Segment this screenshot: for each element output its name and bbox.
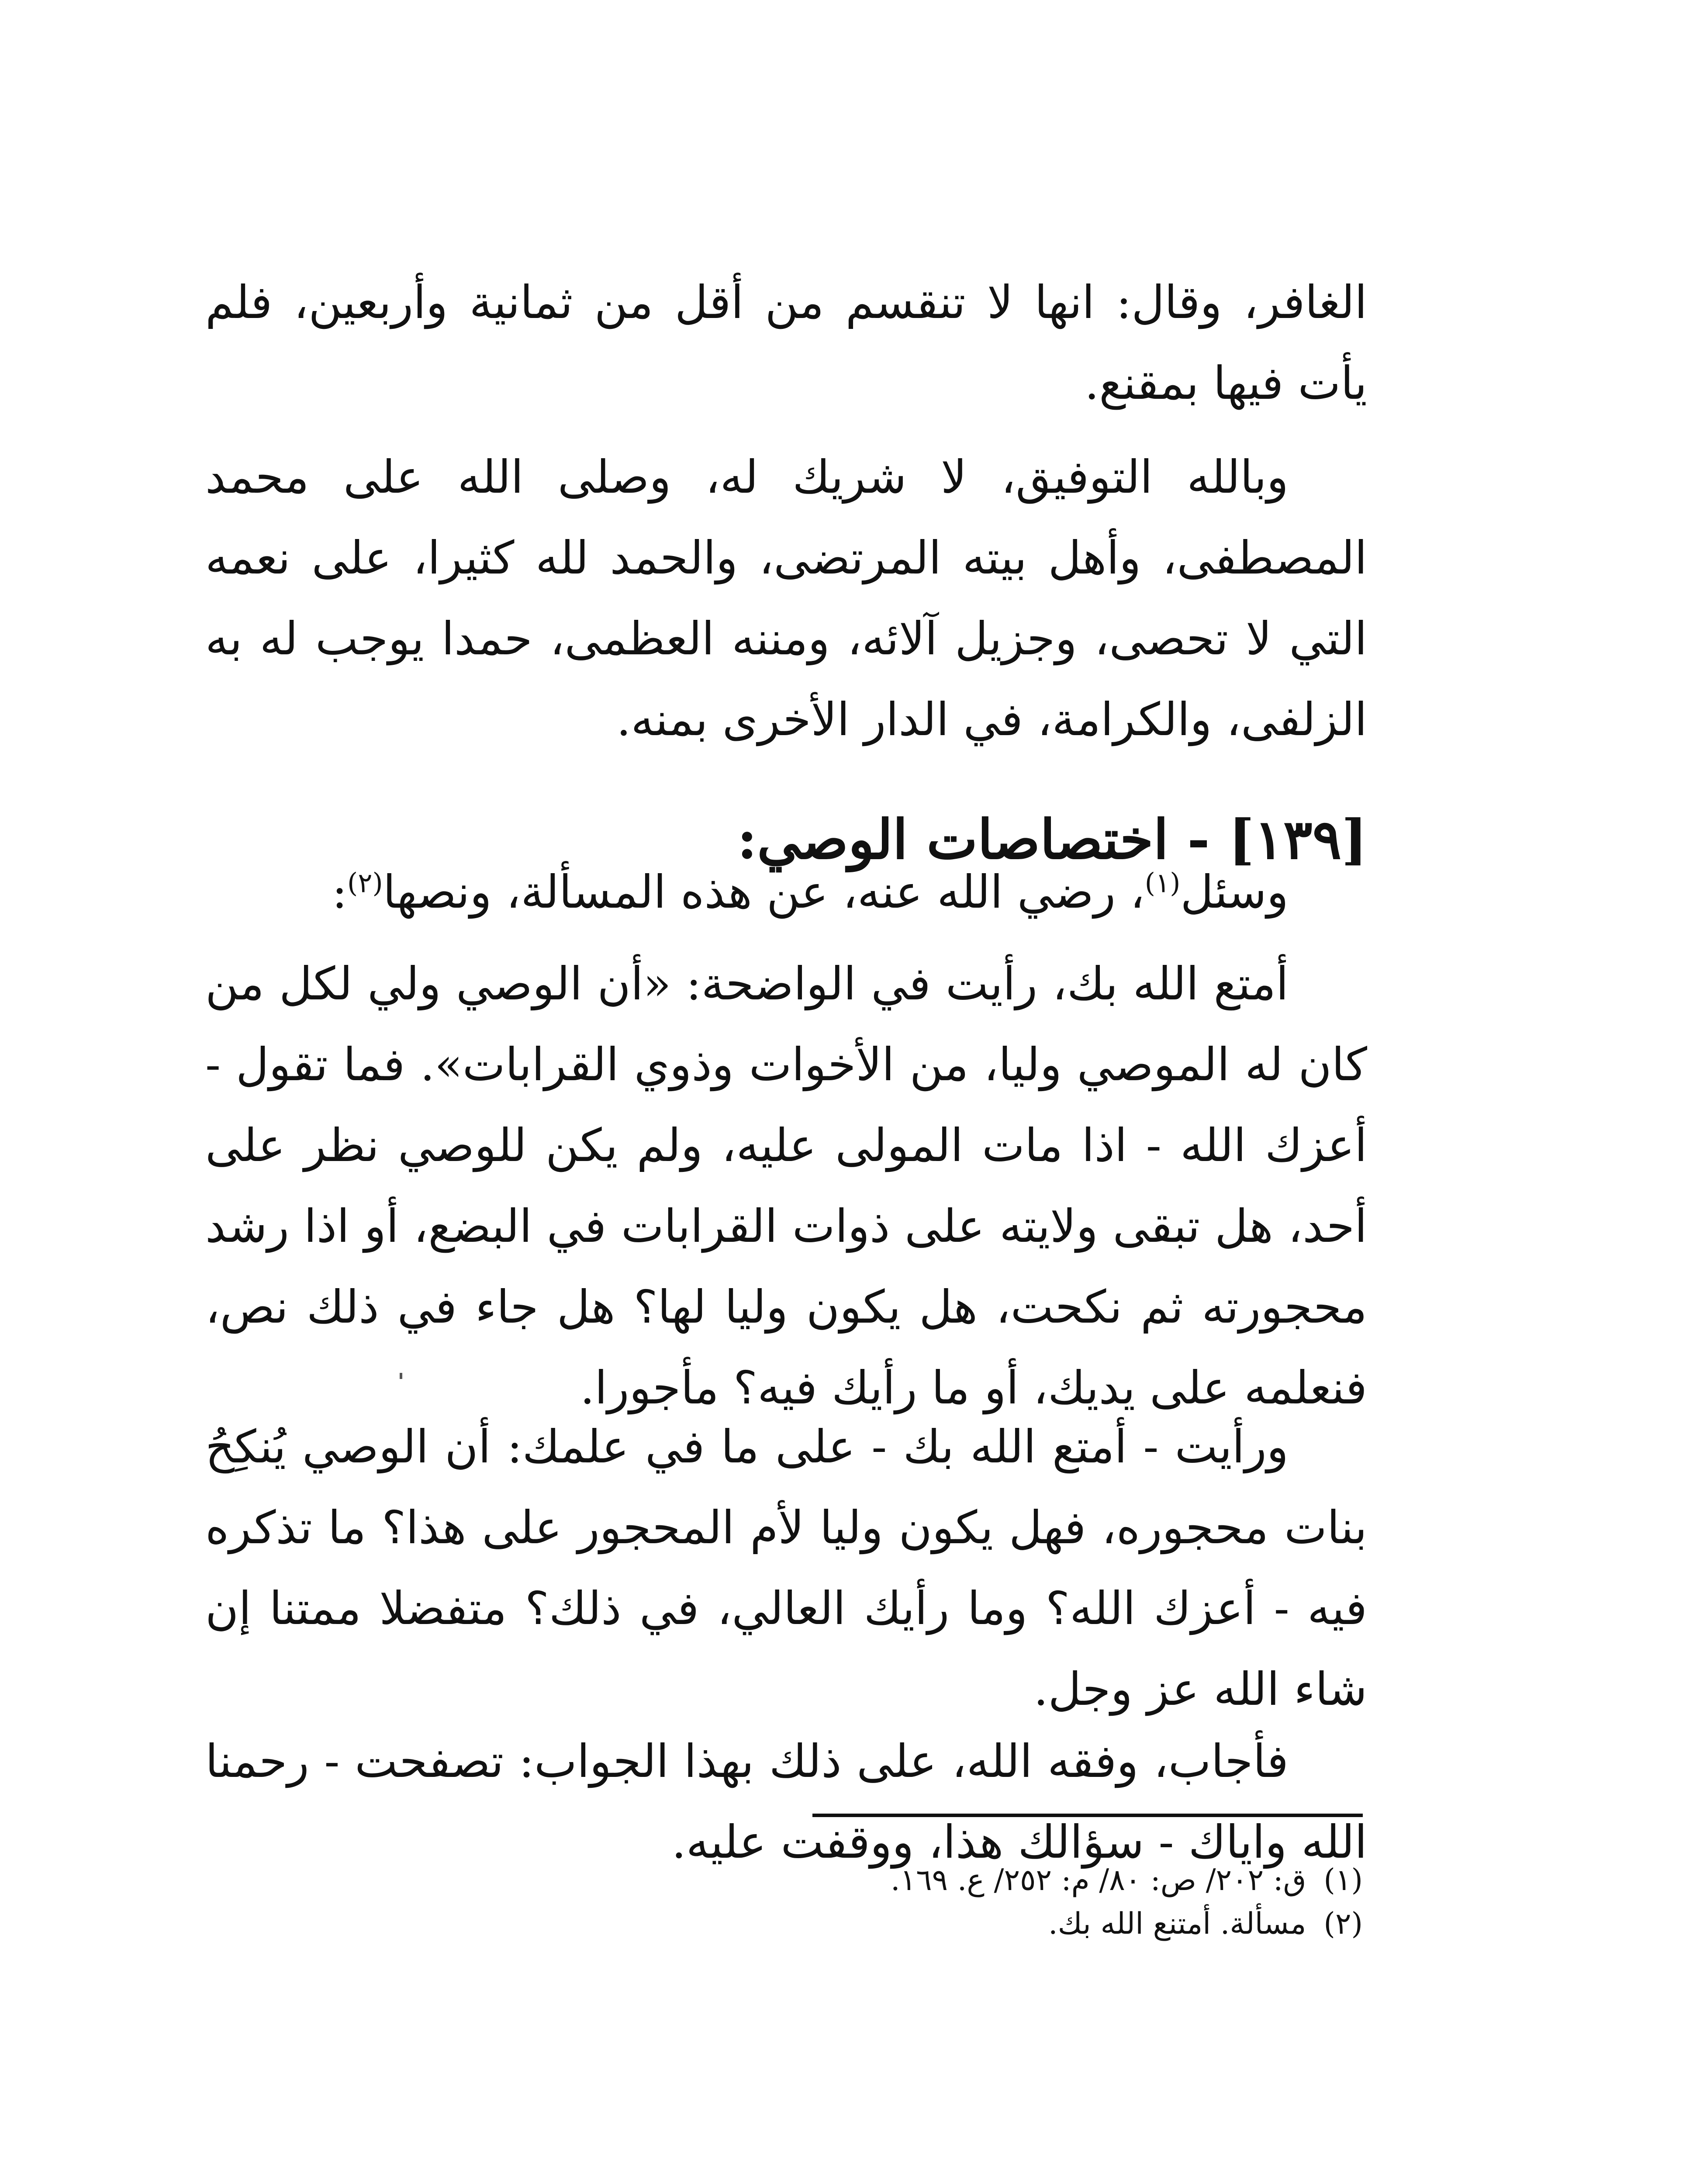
footnote-number: (١) bbox=[1323, 1863, 1363, 1897]
footnote-number: (٢) bbox=[1323, 1907, 1363, 1941]
paragraph-question-2 bbox=[205, 1406, 1367, 1730]
question-intro-part3: : bbox=[332, 865, 348, 919]
paragraph-text: الغافر، وقال: انها لا تنقسم من أقل من ثمانية وأربعين، فلم يأت فيها بمقنع. bbox=[205, 276, 1367, 410]
print-speck bbox=[400, 1373, 402, 1379]
question-intro-part2: ، رضي الله عنه، عن هذه المسألة، ونصها bbox=[383, 865, 1145, 919]
paragraph-question-intro bbox=[205, 852, 1367, 933]
paragraph-text: أمتع الله بك، رأيت في الواضحة: «أن الوصي ولي لكل من كان له الموصي وليا، من الأخوات وذوي القرابات». فما تقول - أعزك الله - اذا مات المولى عليه، ولم يكن للوصي نظر على أحد، هل تبقى ولايته على ذوات القرابات في البضع، أو اذا رشد محجورته ثم نكحت، هل يكون وليا لها؟ هل جاء في ذلك نص، فنعلمه على يديك، أو ما رأيك فيه؟ مأجورا. bbox=[205, 957, 1368, 1414]
footnote-2 bbox=[612, 1902, 1363, 1946]
footnotes bbox=[612, 1859, 1363, 1946]
paragraph-text bbox=[205, 852, 1367, 933]
footnote-ref-1[interactable]: (١) bbox=[1144, 867, 1181, 899]
footnote-text: ق: ٢٠٢/ ص: ٨٠/ م: ٢٥٢/ ع. ١٦٩. bbox=[890, 1863, 1306, 1897]
footnote-separator bbox=[812, 1814, 1363, 1817]
paragraph-doxology bbox=[205, 437, 1367, 760]
paragraph-continuation bbox=[205, 262, 1367, 424]
paragraph-question-1 bbox=[205, 943, 1367, 1428]
footnote-ref-2[interactable]: (٢) bbox=[347, 867, 383, 899]
footnote-text: مسألة. أمتنع الله بك. bbox=[1048, 1907, 1306, 1941]
paragraph-text: وبالله التوفيق، لا شريك له، وصلى الله على محمد المصطفى، وأهل بيته المرتضى، والحمد لله كثيرا، على نعمه التي لا تحصى، وجزيل آلائه، ومننه العظمى، حمدا يوجب له به الزلفى، والكرامة، في الدار الأخرى بمنه. bbox=[205, 450, 1367, 746]
section-heading: [١٣٩] - اختصاصات الوصي: bbox=[737, 808, 1367, 871]
paragraph-text: ورأيت - أمتع الله بك - على ما في علمك: أن الوصي يُنكِحُ بنات محجوره، فهل يكون وليا لأم المحجور على هذا؟ ما تذكره فيه - أعزك الله؟ وما رأيك العالي، في ذلك؟ متفضلا ممتنا إن شاء الله عز وجل. bbox=[205, 1420, 1367, 1716]
question-intro-part1: وسئل bbox=[1180, 865, 1289, 919]
paragraph-text: فأجاب، وفقه الله، على ذلك بهذا الجواب: تصفحت - رحمنا الله واياك - سؤالك هذا، ووقفت عليه. bbox=[205, 1735, 1367, 1869]
footnote-1 bbox=[612, 1859, 1363, 1902]
